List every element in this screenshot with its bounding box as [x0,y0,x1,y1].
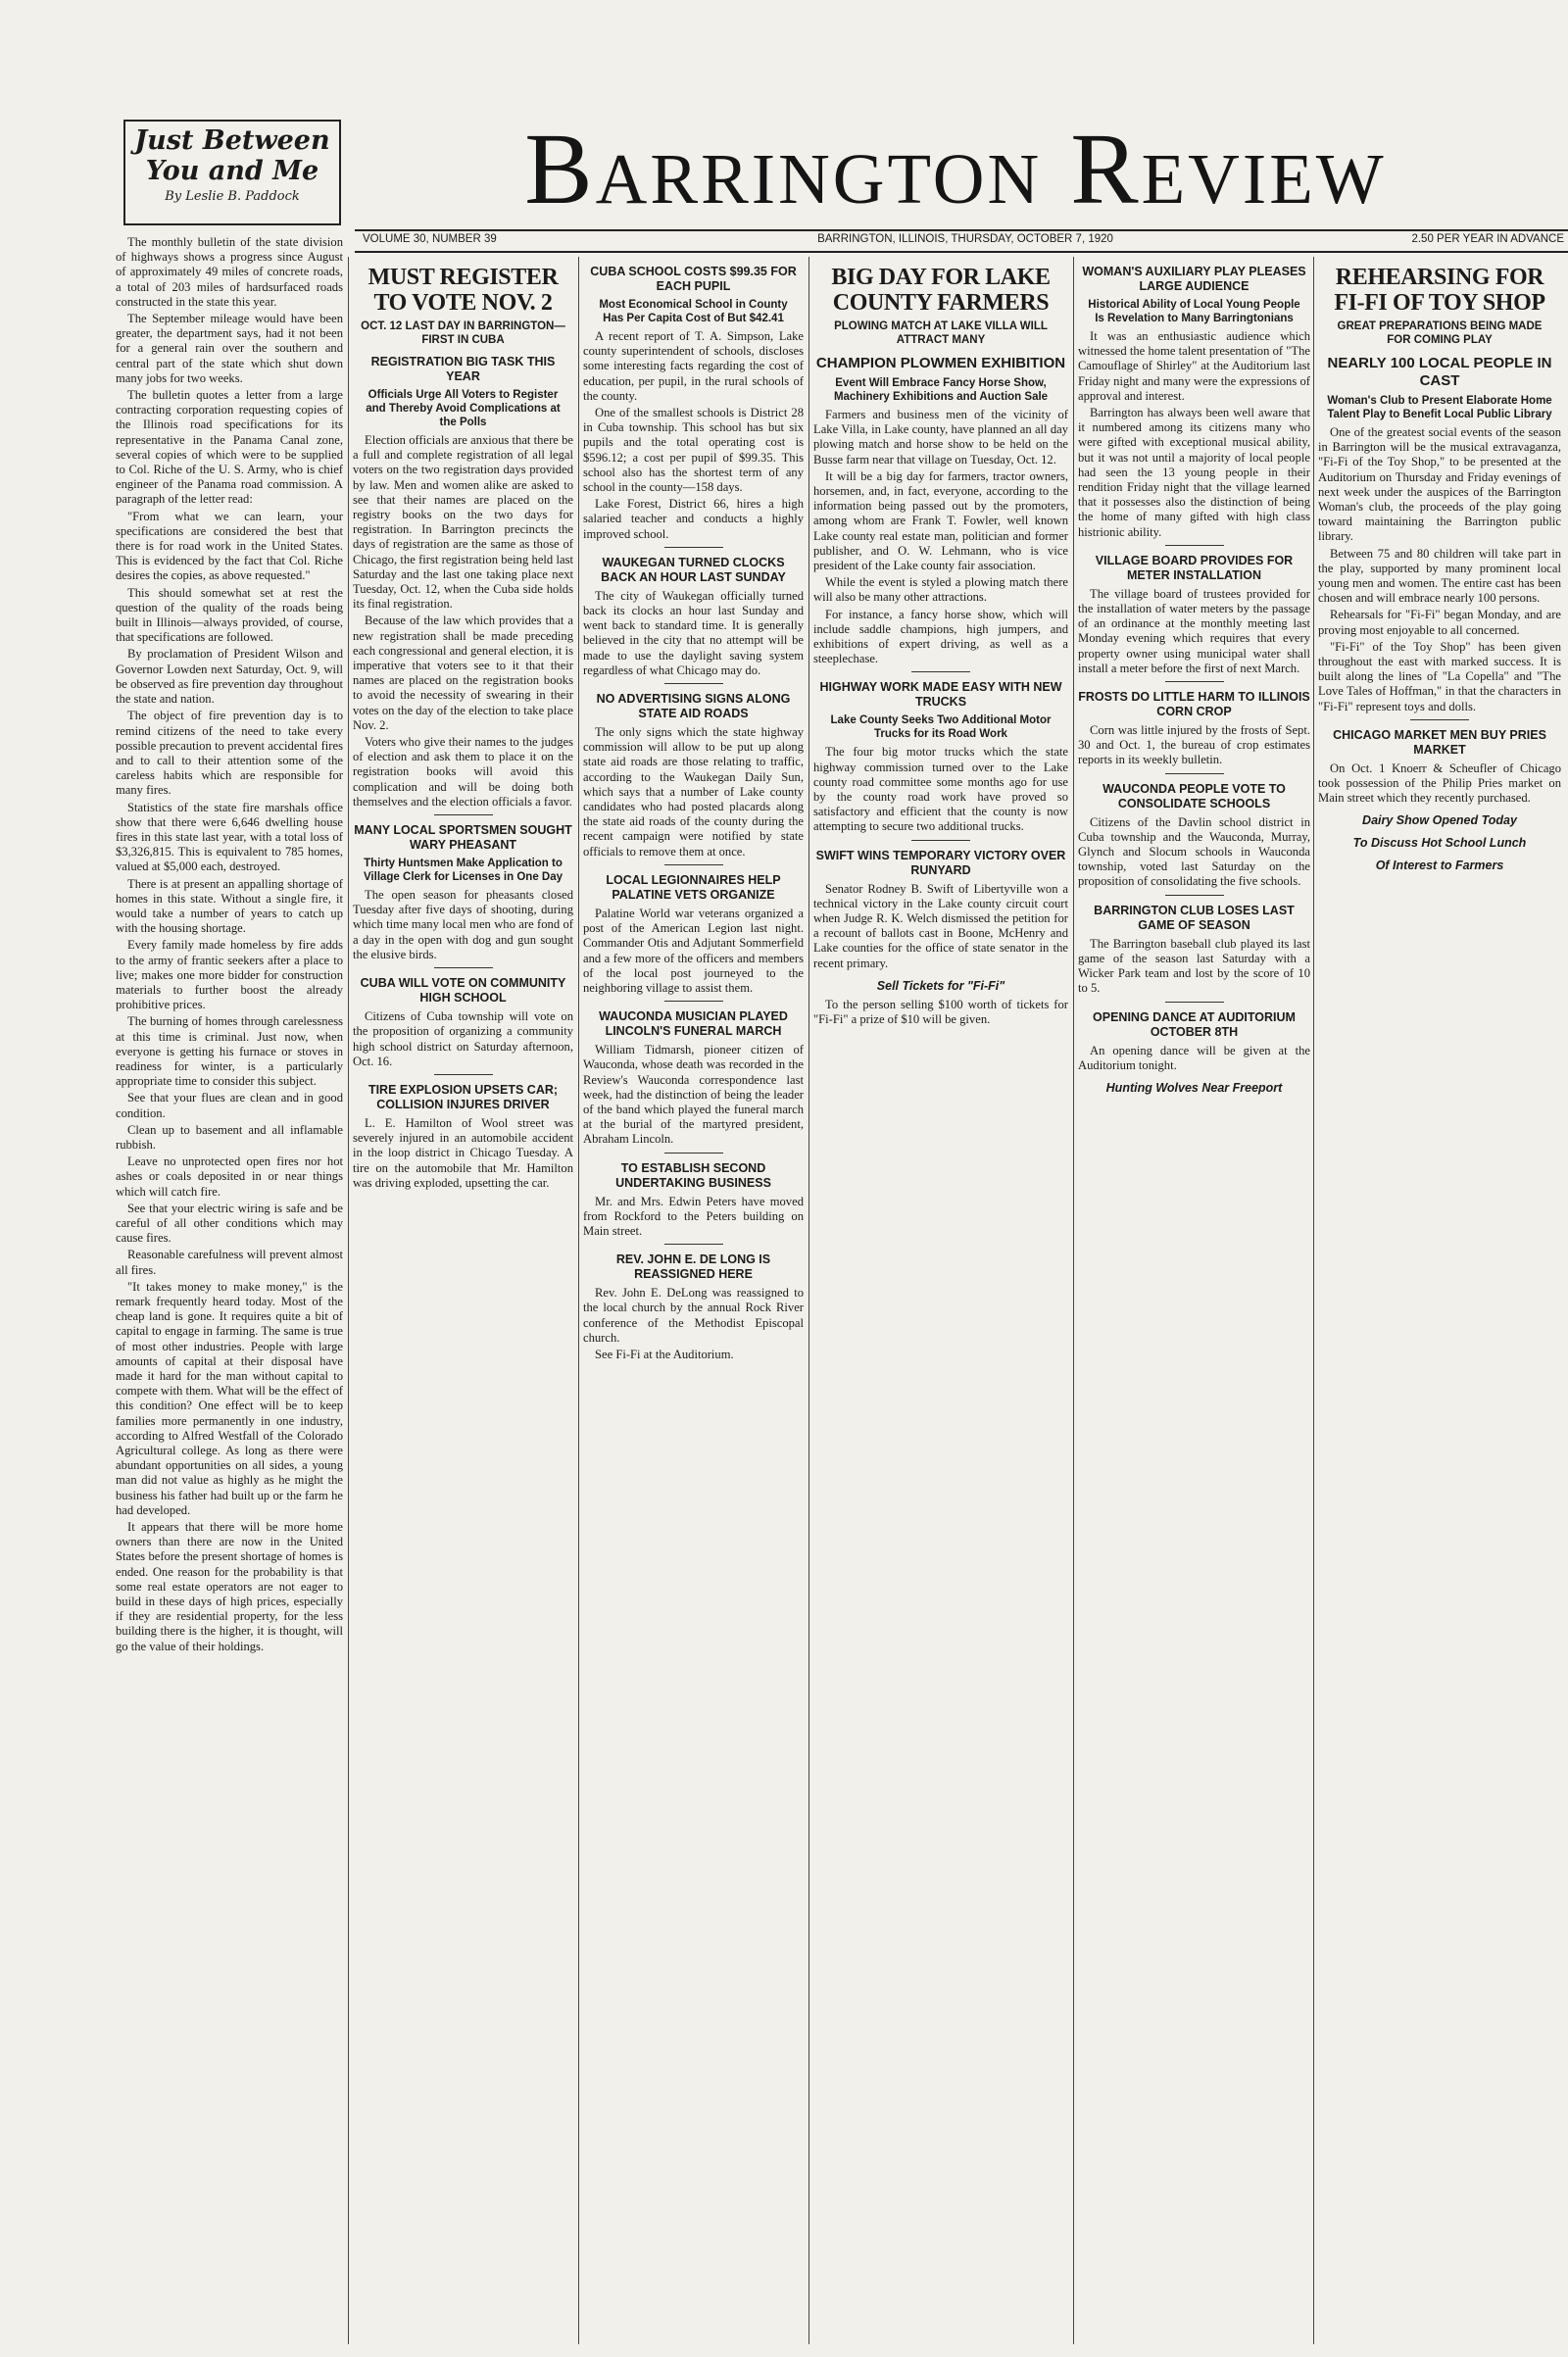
headline-undertaking-business: TO ESTABLISH SECOND UNDERTAKING BUSINESS [615,1160,771,1190]
article-paragraph: Palatine World war veterans organized a post of the American Legion last night. Commander Otis and Adjutant Sommerfield and a few more of the officers and members of the local post journeyed to the neighboring village to assist them. [583,906,804,995]
article-paragraph: To the person selling $100 worth of tickets for "Fi-Fi" a prize of $10 will be given. [813,997,1068,1027]
column-1-between-you-and-me [116,235,343,2342]
column-1-paragraph: Every family made homeless by fire adds to the army of frantic seekers after a place to live; makes one more bidder for construction materials to further boost the already prohibitive prices. [116,938,343,1012]
headline-meter-installation: VILLAGE BOARD PROVIDES FOR METER INSTALLATION [1095,553,1294,582]
headline-waukegan-clocks: WAUKEGAN TURNED CLOCKS BACK AN HOUR LAST SUNDAY [601,555,786,584]
headline-local-sportsmen: MANY LOCAL SPORTSMEN SOUGHT WARY PHEASANT [354,823,572,853]
column-1-paragraph: The September mileage would have been greater, the department says, had it not been for a general rain over the southern and central part of the state which shut down many jobs for two weeks. [116,312,343,385]
subhead-sell-tickets: Sell Tickets for "Fi-Fi" [876,978,1005,993]
article-paragraph: See Fi-Fi at the Auditorium. [595,1347,734,1361]
article-paragraph: Citizens of Cuba township will vote on the proposition of organizing a community high school district on Saturday afternoon, Oct. 16. [353,1009,573,1068]
deck-womans-club: Woman's Club to Present Elaborate Home Talent Play to Benefit Local Public Library [1327,395,1552,420]
subhead-hunting-wolves: Hunting Wolves Near Freeport [1105,1080,1283,1095]
headline-barrington-club: BARRINGTON CLUB LOSES LAST GAME OF SEASON [1094,903,1295,932]
headline-nearly-100: NEARLY 100 LOCAL PEOPLE IN CAST [1327,355,1552,389]
article-paragraph: Because of the law which provides that a new registration shall be made preceding each congressional and general election, it is imperative that voters see to it that their names are placed on the registration books to avoid the necessity of swearing in their votes on the day of the election to take place Nov. 2. [353,614,573,732]
article-separator [434,814,493,815]
article-separator [664,1244,723,1245]
article-separator [664,547,723,548]
masthead-rule-top [355,229,1568,231]
article-paragraph: Farmers and business men of the vicinity of Lake Villa, in Lake county, have planned an all day plowing match and horse show to be held on the Busse farm near that village on Tuesday, Oct. 12. [813,408,1068,466]
headline-swift-victory: SWIFT WINS TEMPORARY VICTORY OVER RUNYARD [815,848,1066,877]
headline-legionnaires: LOCAL LEGIONNAIRES HELP PALATINE VETS ORGANIZE [606,872,781,902]
column-1-paragraph: It appears that there will be more home owners than there are now in the United States before the present shortage of homes is ended. One reason for the probability is that some real estate operators are not eager to build in these days of high prices, especially if they are residential property, for the less building there is the higher, it is thought, will go the value of their holdings. [116,1520,343,1653]
ear-byline: By Leslie B. Paddock [165,189,300,204]
deck-huntsmen: Thirty Huntsmen Make Application to Village Clerk for Licenses in One Day [363,858,564,884]
column-rule [578,257,579,2344]
masthead-rule-bottom [355,251,1568,253]
deck-histrionic-ability: Historical Ability of Local Young People Is Revelation to Many Barringtonians [1088,299,1300,324]
column-rule [1073,257,1074,2344]
headline-chicago-market-men: CHICAGO MARKET MEN BUY PRIES MARKET [1333,727,1546,757]
column-1-paragraph: By proclamation of President Wilson and Governor Lowden next Saturday, Oct. 9, will be observed as fire prevention day throughout the state and nation. [116,647,343,707]
column-1-paragraph: Statistics of the state fire marshals office show that there were 6,646 dwelling house fires in this state last year, with a total loss of $3,326,815. This is equivalent to 785 homes, valued at $5,000 each, destroyed. [116,800,343,874]
article-paragraph: L. E. Hamilton of Wool street was severely injured in an automobile accident in the loop district in Chicago Tuesday. A tire on the automobile that Mr. Hamilton was driving exploded, upsetting the car. [353,1115,573,1190]
article-paragraph: Between 75 and 80 children will take part in the play, supported by many prominent local young men and women. The entire cast has been chosen and will embrace nearly 100 persons. [1318,546,1561,606]
article-paragraph: The city of Waukegan officially turned back its clocks an hour last Sunday and went back to standard time. It is generally believed in the city that no attempt will be made to use the daylight saving system regardless of what Chicago may do. [583,588,804,677]
column-rule [348,257,349,2344]
headline-no-advertising-signs: NO ADVERTISING SIGNS ALONG STATE AID ROADS [596,692,791,721]
article-separator [911,840,970,841]
column-1-paragraph: "It takes money to make money," is the remark frequently heard today. Most of the cheap land is gone. It requires quite a bit of capital to engage in farming. The same is true of most other industries. People with large amounts of capital at their disposal have made it hard for the man without capital to compete with them. What will be the effect of this condition? One effect will be to keep families more permanently in one industry, according to Alfred Westfall of the Colorado Agricultural college. As long as there were abundant opportunities on all sides, a young man did not value as highly as he might the business his father had built up or the farm he had developed. [116,1279,343,1517]
column-1-paragraphs [116,235,343,1654]
column-ear-box [123,120,341,225]
column-1-paragraph: Reasonable carefulness will prevent almost all fires. [116,1248,343,1277]
subhead-dairy-show: Dairy Show Opened Today [1362,813,1517,828]
headline-tire-explosion: TIRE EXPLOSION UPSETS CAR; COLLISION INJURES DRIVER [368,1082,559,1111]
article-paragraph: Citizens of the Davlin school district in Cuba township and the Wauconda, Murray, Glynch and Slocum schools in Wauconda township, voted last Saturday on the proposition of consolidating the five schools. [1078,814,1310,889]
column-6 [1318,257,1561,2344]
article-paragraph: Corn was little injured by the frosts of Sept. 30 and Oct. 1, the bureau of crop estimates reports in its weekly bulletin. [1078,723,1310,767]
column-1-paragraph: This should somewhat set at rest the question of the quality of the roads being built in Illinois—always provided, of course, that specifications are followed. [116,585,343,645]
column-1-paragraph: See that your flues are clean and in good condition. [116,1091,343,1120]
column-1-paragraph: The burning of homes through carelessness at this time is criminal. Just now, when everyone is getting his furnace or stoves in readiness for winter, is a particularly appropriate time to consider this subject. [116,1014,343,1089]
article-paragraph: Rehearsals for "Fi-Fi" began Monday, and are proving most enjoyable to all concerned. [1318,608,1561,637]
headline-womans-auxiliary-play: WOMAN'S AUXILIARY PLAY PLEASES LARGE AUDIENCE [1082,265,1306,293]
article-paragraph: The four big motor trucks which the state highway commission turned over to the Lake county road committee some months ago for use by the county road work have proved so satisfactory and efficient that the county is now attempting to secure two additional trucks. [813,745,1068,834]
headline-must-register: MUST REGISTER TO VOTE NOV. 2 [368,265,559,316]
article-paragraph: The village board of trustees provided for the installation of water meters by the passage of an ordinance at the monthly meeting last Monday evening which requires that every property owner using municipal water shall install a meter before the first of next March. [1078,586,1310,675]
deck-economical-school: Most Economical School in County Has Per Capita Cost of But $42.41 [599,299,788,324]
column-1-paragraph: The monthly bulletin of the state division of highways shows a progress since August of approximately 49 miles of concrete roads, a total of 203 miles of hardsurfaced roads constructed in the state this year. [116,235,343,309]
article-paragraph: Rev. John E. DeLong was reassigned to the local church by the annual Rock River conference of the Methodist Episcopal church. [583,1286,804,1345]
volume-number: VOLUME 30, NUMBER 39 [363,233,497,245]
article-paragraph: A recent report of T. A. Simpson, Lake county superintendent of schools, discloses some interesting facts regarding the cost of education, per pupil, in the rural schools of the county. [583,329,804,403]
article-paragraph: While the event is styled a plowing match there will also be many other attractions. [813,575,1068,605]
deck-officials-urge: Officials Urge All Voters to Register and Thereby Avoid Complications at the Polls [366,389,561,428]
column-1-paragraph: Leave no unprotected open fires nor hot ashes or coals deposited in or near things which will catch fire. [116,1154,343,1199]
deck-motor-trucks: Lake County Seeks Two Additional Motor Trucks for its Road Work [830,714,1052,741]
headline-wauconda-schools: WAUCONDA PEOPLE VOTE TO CONSOLIDATE SCHOOLS [1102,781,1286,810]
article-separator [434,967,493,968]
article-paragraph: William Tidmarsh, pioneer citizen of Wauconda, whose death was recorded in the Review's Wauconda correspondence last week, had the distinction of being the leader of the band which played the funeral march at the burial of the martyred president, Abraham Lincoln. [583,1043,804,1147]
article-paragraph: It will be a big day for farmers, tractor owners, horsemen, and, in fact, everyone, according to the information being passed out by the promoters, among whom are Frank T. Fowler, well known Lake county real estate man, politician and former publisher, and O. W. Lehmann, who is vice president of the Lake county fair association. [813,468,1068,573]
article-paragraph: Election officials are anxious that there be a full and complete registration of all legal voters on the two registration days provided by law. Men and women alike are asked to see that their names are placed on the registry books on the two days for registration. In Barrington precincts the days of registration are the same as those of Chicago, the first registration being held last Saturday and the last one taking place next Tuesday, Oct. 12, when the Cuba side holds its final registration. [353,433,573,612]
article-paragraph: Voters who give their names to the judges of election and ask them to place it on the registration books will avoid this complication and will be doing both themselves and the election officials a favor. [353,735,573,809]
article-separator [911,671,970,672]
headline-wauconda-musician: WAUCONDA MUSICIAN PLAYED LINCOLN'S FUNERAL MARCH [599,1009,788,1039]
article-paragraph: For instance, a fancy horse show, which will include saddle champions, high jumpers, and exhibitions of expert driving, as well as a steeplechase. [813,607,1068,666]
article-paragraph: The open season for pheasants closed Tuesday after five days of shooting, during which time many local men who are fond of a day in the open with dog and gun sought the elusive birds. [353,888,573,961]
article-separator [664,864,723,865]
deck-great-preparations: GREAT PREPARATIONS BEING MADE FOR COMING PLAY [1337,320,1543,346]
article-separator [1165,773,1224,774]
headline-opening-dance: OPENING DANCE AT AUDITORIUM OCTOBER 8TH [1093,1009,1296,1039]
headline-frosts-corn: FROSTS DO LITTLE HARM TO ILLINOIS CORN CROP [1078,690,1310,719]
article-separator [1165,895,1224,896]
column-2 [353,257,573,2344]
article-paragraph: One of the smallest schools is District 28 in Cuba township. This school has but six pupils and the total operating cost is $596.12; a cost per pupil of $99.35. This school also has the shortest term of any school in the county—158 days. [583,406,804,495]
column-4 [813,257,1068,2344]
article-paragraph: Barrington has always been well aware that it numbered among its citizens many who were gifted with exceptional musical ability, but it was not until a majority of local people had seen the 13 young people in their rendition Friday night that the village learned that it possesses also the distinction of being the home of many gifted with high class histrionic ability. [1078,406,1310,539]
column-rule [808,257,809,2344]
deck-registration-dates: OCT. 12 LAST DAY IN BARRINGTON—FIRST IN CUBA [361,320,565,346]
article-separator [1165,1002,1224,1003]
headline-champion-plowmen: CHAMPION PLOWMEN EXHIBITION [815,355,1066,371]
article-separator [664,683,723,684]
headline-big-day-farmers: BIG DAY FOR LAKE COUNTY FARMERS [831,265,1051,316]
article-separator [434,1074,493,1075]
deck-plowing-match: PLOWING MATCH AT LAKE VILLA WILL ATTRACT MANY [834,320,1048,346]
article-paragraph: Lake Forest, District 66, hires a high salaried teacher and conducts a highly improved school. [583,497,804,541]
column-1-paragraph: "From what we can learn, your specifications are considered the best that there is for road work in the United States. This is evidenced by the fact that Col. Riche desires the copies, as above requested." [116,509,343,583]
subhead-interest-farmers: Of Interest to Farmers [1375,859,1504,873]
article-paragraph: An opening dance will be given at the Auditorium tonight. [1078,1043,1310,1072]
article-paragraph: Mr. and Mrs. Edwin Peters have moved from Rockford to the Peters building on Main street. [583,1194,804,1238]
nameplate: Barrington Review [524,113,1387,225]
headline-cuba-high-school: CUBA WILL VOTE ON COMMUNITY HIGH SCHOOL [360,976,566,1006]
article-paragraph: The Barrington baseball club played its last game of the season last Saturday with a Wicker Park team and lost by the score of 10 to 5. [1078,936,1310,996]
place-date: BARRINGTON, ILLINOIS, THURSDAY, OCTOBER 7, 1920 [817,233,1113,245]
headline-rev-delong: REV. JOHN E. DE LONG IS REASSIGNED HERE [615,1252,771,1282]
headline-rehearsing-fifi: REHEARSING FOR FI-FI OF TOY SHOP [1334,265,1545,316]
headline-highway-work: HIGHWAY WORK MADE EASY WITH NEW TRUCKS [819,680,1062,710]
article-paragraph: One of the greatest social events of the season in Barrington will be the musical extravaganza, "Fi-Fi of the Toy Shop," to be presented at the Auditorium on Thursday and Friday evenings of next week under the auspices of the Barrington Woman's club, the proceeds of the play going toward maintaining the Barrington public library. [1318,425,1561,544]
column-3 [583,257,804,2344]
article-paragraph: "Fi-Fi" of the Toy Shop" has been given throughout the east with marked success. It is built along the lines of "La Copella" and "The Love Tales of Hoffman," in that the characters in "Fi-Fi" represent toys and dolls. [1318,639,1561,713]
headline-cuba-school-costs: CUBA SCHOOL COSTS $99.35 FOR EACH PUPIL [590,265,797,293]
dateline [363,233,1568,249]
article-separator [1165,681,1224,682]
deck-horse-show: Event Will Embrace Fancy Horse Show, Machinery Exhibitions and Auction Sale [833,377,1049,403]
column-1-paragraph: There is at present an appalling shortage of homes in this state. Without a single fire, it would take a number of years to catch up with the housing shortage. [116,876,343,936]
column-1-paragraph: The object of fire prevention day is to remind citizens of the need to take every possible precaution to prevent accidental fires and to call to their attention some of the careless habits which are responsible for many fires. [116,709,343,798]
ear-title: Just Between You and Me [134,125,330,186]
subscription-price: 2.50 PER YEAR IN ADVANCE [1411,233,1564,245]
article-separator [664,1153,723,1154]
article-paragraph: On Oct. 1 Knoerr & Scheufler of Chicago took possession of the Philip Pries market on Main street which they recently purchased. [1318,761,1561,806]
article-separator [1410,719,1469,720]
headline-registration-big-task: REGISTRATION BIG TASK THIS YEAR [370,355,556,383]
article-paragraph: Senator Rodney B. Swift of Libertyville won a technical victory in the Lake county circuit court when Judge R. K. Welch dismissed the petition for a recount of ballots cast in Boone, McHenry and Lake counties for the office of state senator in the recent primary. [813,881,1068,970]
column-1-paragraph: See that your electric wiring is safe and be careful of all other conditions which may cause fires. [116,1201,343,1246]
column-1-paragraph: The bulletin quotes a letter from a large contracting corporation requesting copies of the Illinois road specifications for its representative in the Panama Canal zone, several copies of which were to be supplied to Col. Riche of the U. S. Army, who is chief engineer of the Panama road commission. A paragraph of the letter read: [116,388,343,507]
article-paragraph: It was an enthusiastic audience which witnessed the home talent presentation of "The Camouflage of Shirley" at the Auditorium last Friday night and many were the expressions of approval and interest. [1078,329,1310,403]
subhead-hot-school-lunch: To Discuss Hot School Lunch [1352,836,1527,851]
column-1-paragraph: Clean up to basement and all inflamable rubbish. [116,1122,343,1152]
column-rule [1313,257,1314,2344]
article-separator [1165,545,1224,546]
article-separator [664,1001,723,1002]
article-paragraph: The only signs which the state highway commission will allow to be put up along state aid roads are those relating to traffic, according to the Waukegan Daily Sun, which says that a number of Lake county candidates who had posted placards along the state aid roads of the county during the recent campaign were notified by state officials to remove them at once. [583,725,804,859]
column-5 [1078,257,1310,2344]
